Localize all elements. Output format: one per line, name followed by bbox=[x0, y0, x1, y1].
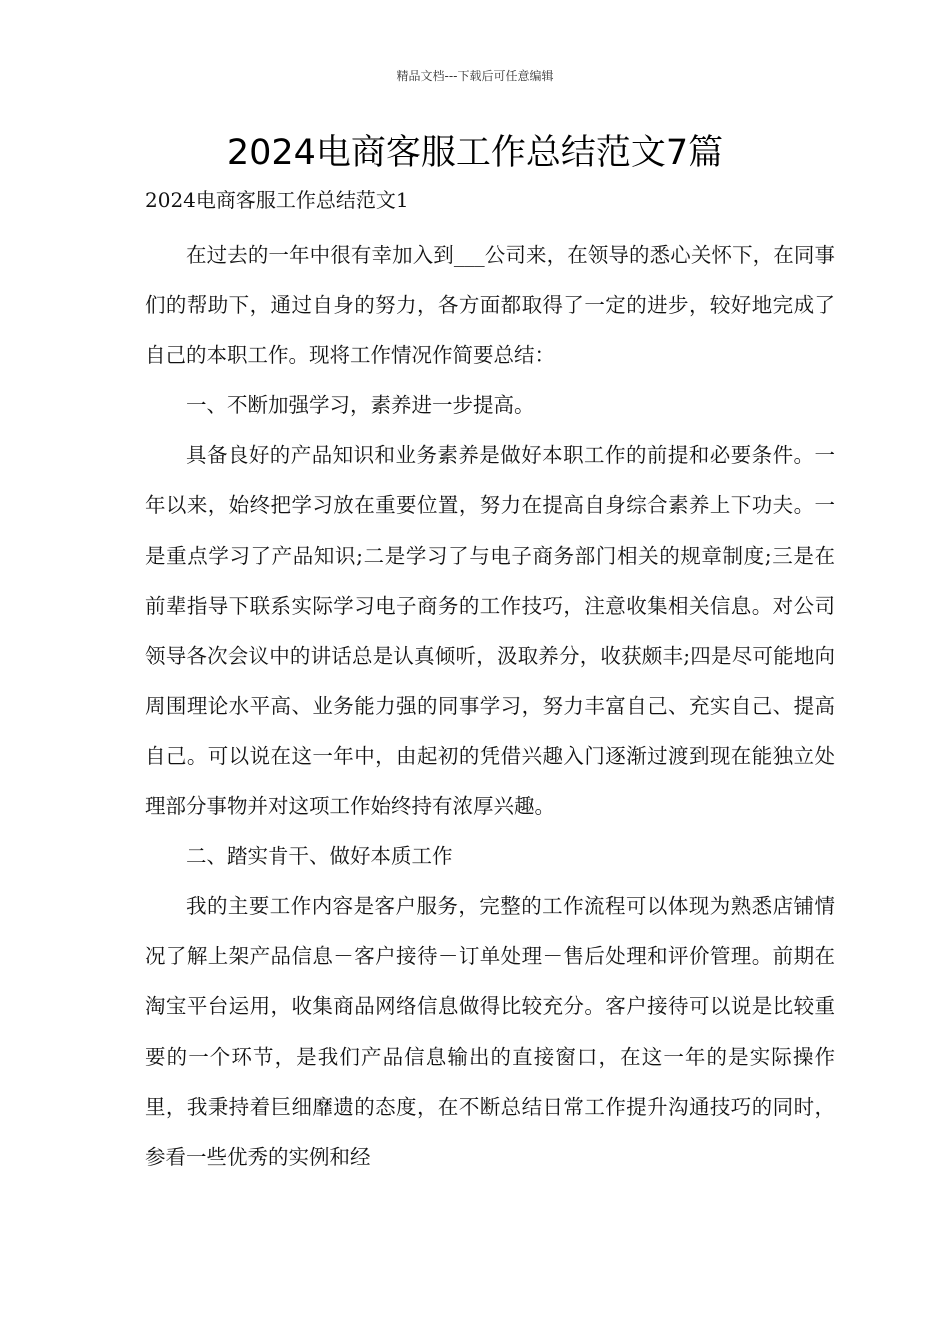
paragraph-intro: 在过去的一年中很有幸加入到___公司来，在领导的悉心关怀下，在同事们的帮助下，通过自身的努力，各方面都取得了一定的进步，较好地完成了自己的本职工作。现将工作情况作简要总结： bbox=[145, 243, 835, 368]
heading-section-one: 一、不断加强学习，素养进一步提高。 bbox=[186, 393, 535, 418]
paragraph-customer-service: 我的主要工作内容是客户服务，完整的工作流程可以体现为熟悉店铺情况了解上架产品信息－客户接待－订单处理－售后处理和评价管理。前期在淘宝平台运用，收集商品网络信息做得比较充分。客户接待可以说是比较重要的一个环节，是我们产品信息输出的直接窗口，在这一年的是实际操作里，我秉持着巨细靡遗的态度，在不断总结日常工作提升沟通技巧的同时，参看一些优秀的实例和经 bbox=[145, 894, 835, 1169]
section-subtitle: 2024电商客服工作总结范文1 bbox=[145, 188, 409, 212]
document-body bbox=[145, 230, 835, 1182]
header-note: 精品文档---下载后可任意编辑 bbox=[396, 69, 554, 83]
heading-section-two: 二、踏实肯干、做好本质工作 bbox=[186, 844, 453, 869]
paragraph-learning: 具备良好的产品知识和业务素养是做好本职工作的前提和必要条件。一年以来，始终把学习放在重要位置，努力在提高自身综合素养上下功夫。一是重点学习了产品知识;二是学习了与电子商务部门相关的规章制度;三是在前辈指导下联系实际学习电子商务的工作技巧，注意收集相关信息。对公司领导各次会议中的讲话总是认真倾听，汲取养分，收获颇丰;四是尽可能地向周围理论水平高、业务能力强的同事学习，努力丰富自己、充实自己、提高自己。可以说在这一年中，由起初的凭借兴趣入门逐渐过渡到现在能独立处理部分事物并对这项工作始终持有浓厚兴趣。 bbox=[145, 443, 835, 819]
document-title: 2024电商客服工作总结范文7篇 bbox=[226, 133, 724, 173]
